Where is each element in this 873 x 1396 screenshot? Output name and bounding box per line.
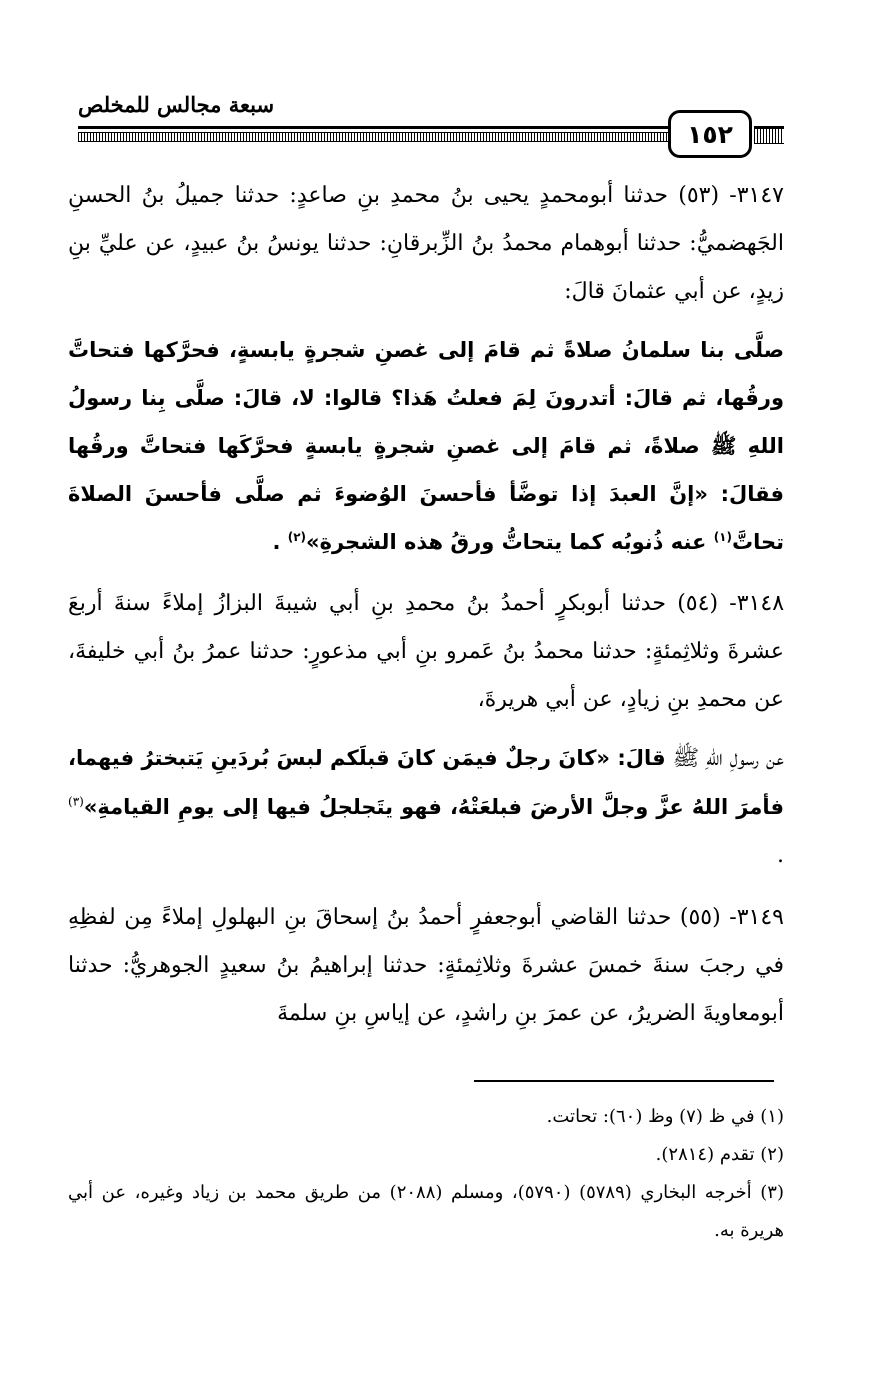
matn-text: قالَ: «كانَ رجلٌ فيمَن كانَ قبلَكم لبسَ بُردَينِ يَتبخترُ فيهما، فأمرَ اللهُ عزَّ وجلَّ الأرضَ فبلعَتْهُ، فهو يتَجلجلُ فيها إلى يومِ القيامةِ»	[68, 746, 784, 819]
hadith-3147-isnad: ٣١٤٧- (٥٣) حدثنا أبومحمدٍ يحيى بنُ محمدِ بنِ صاعدٍ: حدثنا جميلُ بنُ الحسنِ الجَهضميُّ: حدثنا أبوهمام محمدُ بنُ الزِّبرقانِ: حدثنا يونسُ بنُ عبيدٍ، عن عليِّ بنِ زيدٍ، عن أبي عثمانَ قالَ:	[68, 183, 784, 304]
footnote-ref-2[interactable]: (٢)	[287, 530, 307, 544]
footnotes	[68, 1098, 784, 1250]
footnote-separator	[474, 1080, 774, 1082]
running-title: سبعة مجالس للمخلص	[78, 92, 275, 117]
header-hatch-rule	[78, 132, 668, 142]
matn-text-end: عنه ذُنوبُه كما يتحاتُّ ورقُ هذه الشجرةِ»	[306, 530, 714, 554]
footnote-2: (٢) تقدم (٢٨١٤).	[655, 1144, 784, 1165]
footnote-3: (٣) أخرجه البخاري (٥٧٨٩) (٥٧٩٠)، ومسلم (٢٠٨٨) من طريق محمد بن زياد وغيره، عن أبي هريرة به.	[68, 1182, 784, 1241]
hadith-3148-isnad: ٣١٤٨- (٥٤) حدثنا أبوبكرٍ أحمدُ بنُ محمدِ بنِ أبي شيبةَ البزازُ إملاءً سنةَ أربعَ عشرةَ وثلاثِمئةٍ: حدثنا محمدُ بنُ عَمرو بنِ أبي مذعورٍ: حدثنا عمرُ بنُ أبي خليفةَ، عن محمدِ بنِ زيادٍ، عن أبي هريرةَ،	[68, 591, 785, 712]
hadith-3149-isnad: ٣١٤٩- (٥٥) حدثنا القاضي أبوجعفرٍ أحمدُ بنُ إسحاقَ بنِ البهلولِ إملاءً مِن لفظِهِ في رجبَ سنةَ خمسَ عشرةَ وثلاثِمئةٍ: حدثنا إبراهيمُ بنُ سعيدٍ الجوهريُّ: حدثنا أبومعاويةَ الضريرُ، عن عمرَ بنِ راشدٍ، عن إياسِ بنِ سلمةَ	[68, 905, 784, 1026]
footnote-1: (١) في ظ (٧) وظ (٦٠): تحاتت.	[546, 1106, 784, 1127]
matn-text: صلَّى بنا سلمانُ صلاةً ثم قامَ إلى غصنِ شجرةٍ يابسةٍ، فحرَّكها فتحاتَّ ورقُها، ثم قالَ: أتدرونَ لِمَ فعلتُ هَذا؟ قالوا: لا، قالَ: صلَّى بِنا رسولُ اللهِ ﷺ صلاةً، ثم قامَ إلى غصنِ شجرةٍ يابسةٍ فحرَّكَها فتحاتَّ ورقُها فقالَ: «إنَّ العبدَ إذا توضَّأ فأحسنَ الوُضوءَ ثم صلَّى فأحسنَ الصلاةَ تحاتَّ	[68, 338, 784, 554]
matn-tail: .	[777, 843, 784, 868]
main-text	[68, 172, 784, 1038]
hadith-3147-matn	[68, 326, 784, 566]
page-header	[78, 92, 784, 182]
footnote-ref-3[interactable]: (٣)	[68, 794, 84, 809]
matn-tail: .	[272, 530, 288, 554]
hadith-3148-matn	[68, 734, 784, 880]
header-rule-right	[754, 126, 784, 144]
page-number: ١٥٢	[668, 110, 752, 158]
footnote-ref-1[interactable]: (١)	[713, 530, 732, 544]
header-rule	[78, 126, 668, 129]
matn-lead: عن رسولِ اللهِ ﷺ	[665, 746, 784, 771]
